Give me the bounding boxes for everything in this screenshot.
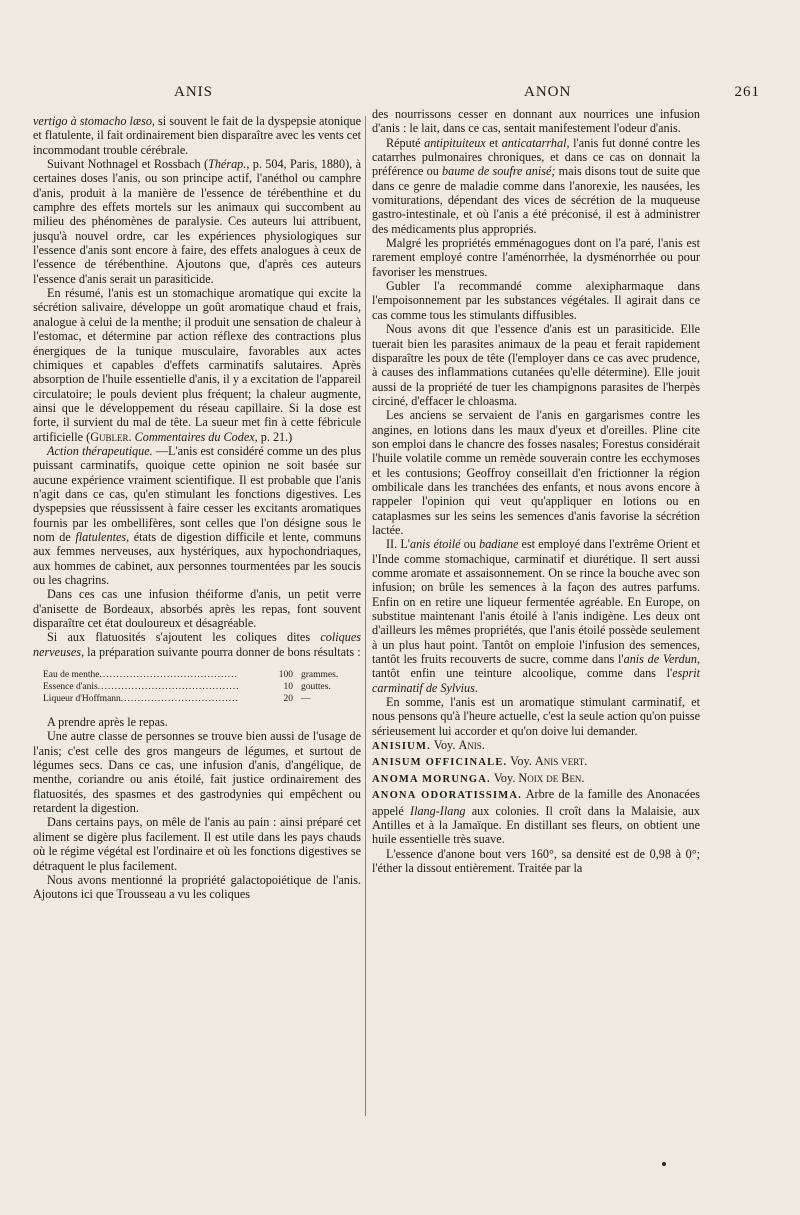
entry-text: Arbre de la famille des Anonacées appelé (372, 787, 700, 818)
ingredient-amount: 20 (283, 694, 293, 705)
left-column (33, 114, 361, 902)
cross-reference: Anis vert. (534, 754, 588, 769)
paragraph (33, 114, 361, 157)
column-divider (365, 116, 366, 1116)
paragraph-text: , la préparation suivante pourra donner de bons résultats : (81, 644, 361, 659)
paragraph-text: , l'anis fut donné contre les catarrhes pulmonaires chroniques, et dans ce cas on donnait la préférence ou (372, 135, 700, 179)
recipe-row (43, 693, 361, 705)
paragraph: des nourrissons cesser en donnant aux nourrices une infusion d'anis : le lait, dans ce cas, sentait manifestement l'odeur d'anis. (372, 107, 700, 136)
citation-title: Thérap. (208, 157, 247, 172)
entry-headword: ANISUM OFFICINALE. (372, 757, 508, 769)
ingredient-amount: 10 (283, 682, 293, 693)
entry-text: aux colonies. Il croît dans la Malaisie, aux Antilles et à la Jamaïque. En distillant ses fleurs, on obtient une huile essentielle très suave. (372, 803, 700, 847)
section-heading: Action thérapeutique. (47, 443, 153, 458)
paragraph: En somme, l'anis est un aromatique stimulant carminatif, et nous pensons qu'à l'heure actuelle, c'est la seule action qu'on puisse sérieusement lui accorder et qu'on doive lui demander. (372, 695, 700, 738)
paragraph: Dans ces cas une infusion théiforme d'anis, un petit verre d'anisette de Bordeaux, absorbés après les repas, font souvent disparaître cet état douloureux et désagréable. (33, 587, 361, 631)
paragraph: Nous avons mentionné la propriété galactopoiétique de l'anis. Ajoutons ici que Trousseau a vu les coliques (33, 872, 361, 902)
paragraph: A prendre après le repas. (47, 715, 168, 730)
entry-text: Voy. (507, 754, 535, 769)
paragraph-text: mais disons tout de suite que dans ce genre de maladie comme dans l'anorexie, les nausées, les vomiturations, dépendant des vices de sécrétion de la muqueuse gastro-intestinale, et où l'anis a été préconisé, il est à administrer des médicaments plus appropriés. (372, 164, 700, 236)
author-name: Gubler (90, 429, 129, 444)
ingredient-name: Liqueur d'Hoffmann (43, 694, 121, 705)
paragraph-text: . (474, 680, 478, 695)
paragraph (372, 136, 700, 236)
paragraph-text: —L'anis est considéré comme un des plus puissant carminatifs, quoique cette opinion ne soit basée sur aucune expérience vraiment scientifique. Il est probable que l'anis n'agit dans ce cas, qu'en stimulant les fonctions digestives. Les dyspepsies que réussissent à faire cesser les excitants aromatiques fournis par les ombellifères, sont celles que l'on désigne sous le nom de (33, 443, 361, 544)
cross-reference: Anis. (458, 738, 485, 753)
entry-text: Voy. (490, 770, 519, 785)
paragraph-text: , états de digestion difficile et lente, communs aux femmes nerveuses, aux hystériques, aux hypochondriaques, aux hommes de cabinet, aux personnes tourmentées par les soucis ou les chagrins. (33, 529, 361, 587)
term: baume de soufre anisé; (442, 164, 556, 179)
term: flatulentes (75, 529, 127, 544)
paragraph-text: si souvent le fait de la dyspepsie atonique et flatulente, il fait ordinairement bien disparaître avec les vents cet incommodant trouble cérébrale. (33, 114, 361, 157)
paragraph-text: , p. 504, Paris, 1880), à certaines doses l'anis, ou son principe actif, l'anéthol ou camphre d'anis, produit à la manière de l'essence de térébenthine et du camphre des effets mortels sur les animaux qui succombent au milieu des phénomènes de paralysie. Ces auteurs lui attribuent, jusqu'à nouvel ordre, car les expériences physiologiques sur l'essence d'anis sont encore à faire, des effets analogues à ceux de l'essence de térébenthine. Ajoutons que, d'après ces auteurs l'essence d'anis serait un parasiticide. (33, 157, 362, 286)
right-column (372, 107, 700, 875)
paragraph (33, 444, 361, 587)
dictionary-entry (372, 771, 700, 787)
paragraph: Gubler l'a recommandé comme alexipharmaque dans l'empoisonnement par les substances végétales. Il agirait dans ce cas comme tous les stimulants diffusibles. (372, 279, 700, 322)
paragraph-text: , p. 21.) (254, 429, 293, 444)
paragraph-text: , tantôt enfin une teinture alcoolique, comme dans l' (372, 652, 700, 681)
entry-headword: ANONA ODORATISSIMA. (372, 790, 522, 802)
term: coliques nerveuses (33, 630, 361, 659)
entry-headword: ANISIUM. (372, 741, 431, 753)
dictionary-entry (372, 738, 700, 754)
ingredient-unit: gouttes. (301, 682, 331, 693)
term: anis étoilé (409, 537, 461, 552)
paragraph: Une autre classe de personnes se trouve bien aussi de l'usage de l'anis; c'est celle des gros mangeurs de légumes, et surtout de légumes secs. Dans ce cas, une infusion d'anis, d'angélique, de menthe, coriandre ou anis étoilé, fait justice ordinairement des flatuosités, des spasmes et des gastrodynies qui empêchent ou retardent la digestion. (33, 729, 361, 816)
paragraph-text: Réputé (386, 135, 425, 150)
leader-dots (98, 681, 238, 693)
paragraph (33, 286, 361, 444)
ingredient-name: Essence d'anis (43, 682, 98, 693)
paragraph (33, 630, 361, 659)
header-left-title: ANIS (174, 84, 214, 100)
paragraph-text: est employé dans l'extrême Orient et l'Inde comme stomachique, carminatif et diurétique. Il sert aussi comme aromate et assaisonnement. On se rince la bouche avec son infusion; on brûle les semences à la façon des autres parfums. Enfin on en retire une liqueur fermentée agréable. En Europe, on substitue maintenant l'anis étoilé à l'anis indigène. Les deux ont d'ailleurs les mêmes propriétés, que l'anis étoilé possède seulement à un plus haut point. Tantôt on emploie l'infusion des semences, tantôt les fruits recouverts de sucre, comme dans l' (372, 537, 701, 667)
term: anis de Verdun (623, 652, 697, 667)
paragraph-text: Suivant Nothnagel et Rossbach ( (47, 157, 209, 172)
leader-dots (99, 669, 238, 681)
paragraph: Malgré les propriétés emménagogues dont on l'a paré, l'anis est rarement employé contre l'aménorrhée, la dysménorrhée ou pour favoriser les menstrues. (372, 236, 700, 279)
entry-headword: ANOMA MORUNGA. (372, 773, 491, 785)
running-header (34, 84, 760, 106)
ink-speck (662, 1162, 666, 1166)
term: esprit carminatif de Sylvius (372, 666, 700, 695)
cross-reference: Noix de Ben. (518, 770, 585, 785)
ingredient-unit: — (301, 694, 311, 705)
term: badiane (479, 537, 519, 552)
latin-phrase: vertigo à stomacho læso, (33, 114, 155, 128)
paragraph: Nous avons dit que l'essence d'anis est un parasiticide. Elle tuerait bien les parasites animaux de la peau et ferait rapidement disparaître les poux de tête (l'employer dans ce cas avec prudence, à causes des inflammations cutanées qu'elle détermine). Elle jouit aussi de la propriété de tuer les champignons parasites de l'herpès circiné, d'effacer le chloasma. (372, 322, 700, 408)
paragraph-text: En résumé, l'anis est un stomachique aromatique qui excite la sécrétion salivaire, développe un goût aromatique chaud et frais, analogue à celui de la menthe; il produit une sensation de chaleur à l'estomac, et détermine par action réflexe des contractions plus énergiques de la tunique musculaire, favorables aux actes chimiques et capables d'effets carminatifs salutaires. Après absorption de l'huile essentielle d'anis, il y a excitation de l'appareil circulatoire; le pouls devient plus fréquent; la chaleur augmente, ainsi que le développement du réseau capillaire. Si la dose est forte, il survient du mal de tête. La sueur met fin à cette fébricule artificielle ( (33, 286, 361, 444)
header-right-title: ANON (524, 84, 572, 100)
entry-text: Voy. (430, 738, 459, 753)
paragraph (33, 157, 361, 286)
paragraph: Les anciens se servaient de l'anis en gargarismes contre les angines, en lotions dans les maux d'yeux et d'oreilles. Pline cite son emploi dans le chancre des fosses nasales; Forestus considérait l'huile volatile comme un remède souverain contre les ecchymoses et les contusions; Geoffroy conseillait d'en frictionner la région ombilicale dans les tranchées des enfants, et nous avons encore à rappeler l'opinion qui veut qu'appliquer en lotions ou en cataplasmes sur les seins les semences d'anis favorise la sécrétion lactée. (372, 408, 700, 537)
recipe-table (43, 669, 361, 705)
paragraph (372, 537, 700, 695)
term: Ilang-Ilang (410, 803, 466, 818)
ingredient-unit: grammes. (301, 670, 339, 681)
page-number: 261 (734, 84, 760, 100)
leader-dots (121, 693, 238, 705)
paragraph: L'essence d'anone bout vers 160°, sa densité est de 0,98 à 0°; l'éther la dissout entièrement. Traitée par la (372, 846, 700, 875)
dictionary-entry (372, 754, 700, 770)
term: antipituiteux (424, 135, 486, 150)
paragraph-text: et (485, 135, 502, 150)
ingredient-name: Eau de menthe (43, 670, 100, 681)
recipe-row (43, 669, 361, 681)
paragraph-text: Si aux flatuosités s'ajoutent les coliques dites (47, 630, 321, 645)
term: anticatarrhal (501, 135, 567, 150)
citation-title: Commentaires du Codex (134, 429, 255, 444)
paragraph-text: ou (460, 537, 480, 552)
dictionary-entry (372, 787, 700, 846)
paragraph-text: II. L' (386, 537, 410, 552)
recipe-row (43, 681, 361, 693)
ingredient-amount: 100 (278, 670, 293, 681)
paragraph-text: . (128, 429, 135, 444)
paragraph: Dans certains pays, on mêle de l'anis au pain : ainsi préparé cet aliment se digère plus facilement. Il est utile dans les pays chauds où le régime végétal est l'ordinaire et où les fonctions digestives se détraquent le plus facilement. (33, 815, 361, 873)
